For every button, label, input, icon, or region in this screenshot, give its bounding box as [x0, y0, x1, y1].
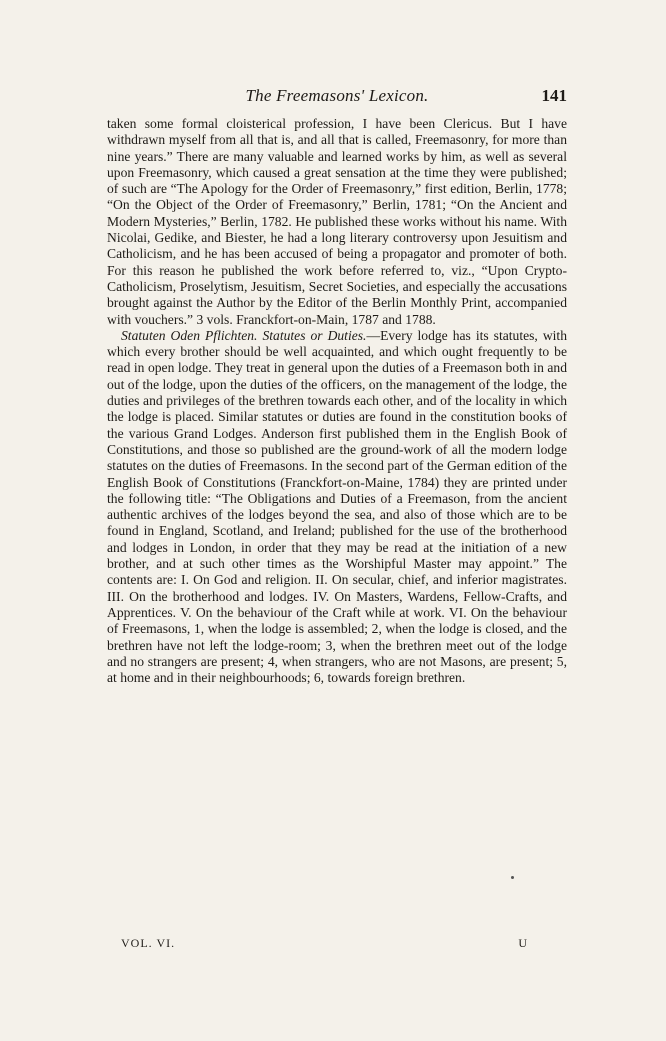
paragraph-statutes — [107, 328, 567, 687]
running-head — [107, 86, 567, 108]
volume-signature: VOL. VI. — [121, 936, 176, 950]
running-title: The Freemasons' Lexicon. — [245, 86, 429, 105]
page-footer — [107, 936, 567, 952]
body-text — [107, 116, 567, 686]
paragraph-text: taken some formal cloisterical profession, I have been Clericus. But I have withdrawn myself from all that is, and all that is called, Freemasonry, for more than nine years.” There are many valuable and learned works by him, as well as several upon Freemasonry, which caused a great sensation at the time they were published; of such are “The Apology for the Order of Freemasonry,” first edition, Berlin, 1778; “On the Object of the Order of Freemasonry,” Berlin, 1781; “On the Ancient and Modern Mysteries,” Berlin, 1782. He published these works without his name. With Nicolai, Gedike, and Biester, he had a long literary controversy upon Jesuitism and Catholicism, and he has been accused of being a propagator and promoter of both. For this reason he published the work before referred to, viz., “Upon Crypto-Catholicism, Proselytism, Jesuitism, Secret Societies, and especially the accusations brought against the Author by the Editor of the Berlin Monthly Print, accompanied with vouchers.” 3 vols. Franckfort-on-Main, 1787 and 1788. — [107, 116, 567, 327]
paragraph-continued — [107, 116, 567, 328]
signature-mark: U — [518, 936, 527, 950]
ink-speck — [511, 876, 514, 879]
entry-heading: Statuten Oden Pflichten. Statutes or Duties. — [121, 327, 367, 343]
page-number: 141 — [541, 86, 567, 105]
paragraph-text: —Every lodge has its statutes, with which every brother should be well acquainted, and which ought frequently to be read in open lodge. They treat in general upon the duties of a Freemason both in and out of the lodge, upon the duties of the officers, on the management of the lodge, the duties and privileges of the brethren towards each other, and of the locality in which the lodge is placed. Similar statutes or duties are found in the constitution books of the various Grand Lodges. Anderson first published them in the English Book of Constitutions, and those so published are the ground-work of all the modern lodge statutes on the duties of Freemasons. In the second part of the German edition of the English Book of Constitutions (Franckfort-on-Maine, 1784) they are printed under the following title: “The Obligations and Duties of a Freemason, from the ancient authentic archives of the lodges beyond the sea, and also of those which are to be found in England, Scotland, and Ireland; published for the use of the brotherhood and lodges in London, in order that they may be read at the initiation of a new brother, and at such other times as the Worshipful Master may appoint.” The contents are: I. On God and religion. II. On secular, chief, and inferior magistrates. III. On the brotherhood and lodges. IV. On Masters, Wardens, Fellow-Crafts, and Apprentices. V. On the behaviour of the Craft while at work. VI. On the behaviour of Freemasons, 1, when the lodge is assembled; 2, when the lodge is closed, and the brethren have not left the lodge-room; 3, when the brethren meet out of the lodge and no strangers are present; 4, when strangers, who are not Masons, are present; 5, at home and in their neighbourhoods; 6, towards foreign brethren. — [107, 327, 567, 686]
